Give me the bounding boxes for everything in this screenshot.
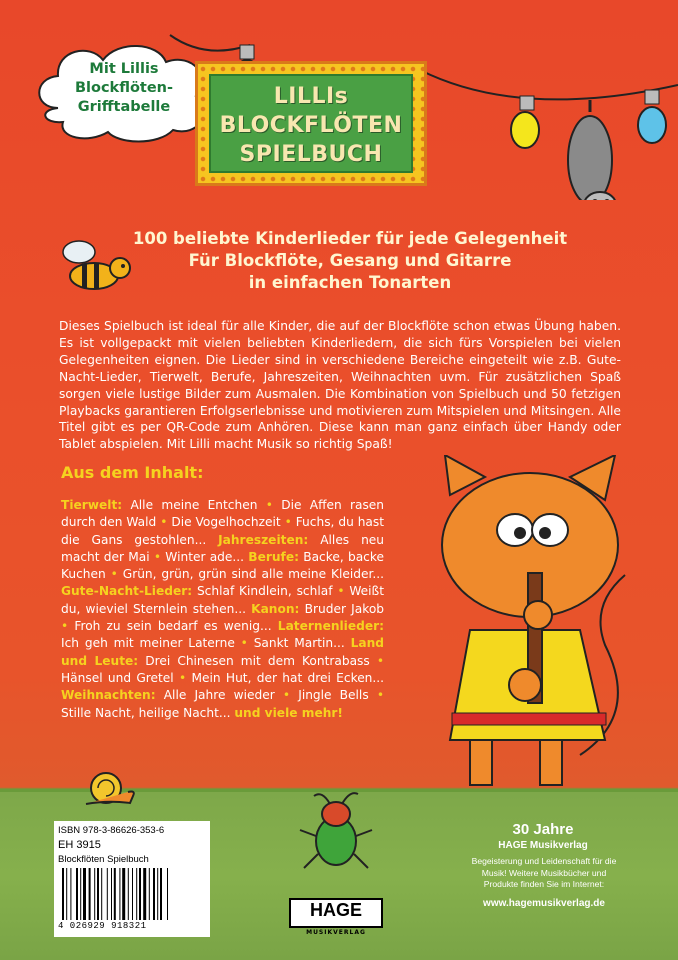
barcode-bar (119, 868, 120, 920)
yellow-bulb-icon (511, 96, 539, 148)
category-label: Weihnachten: (61, 688, 156, 703)
cloud-text (58, 60, 190, 117)
category-label: Kanon: (251, 601, 300, 616)
song-title: Mein Hut, der hat drei Ecken... (191, 670, 385, 685)
publisher-description: Begeisterung und Leidenschaft für die Musik! Weitere Musikbücher und Produkte finden Sie im Internet: (471, 856, 617, 889)
song-title: Alles neu macht der Mai (61, 532, 385, 564)
song-title: Drei Chinesen mit dem Kontrabass (145, 653, 370, 668)
song-title: Jingle Bells (298, 688, 369, 703)
publisher-url[interactable]: www.hagemusikverlag.de (483, 898, 605, 909)
snail-icon (78, 768, 138, 810)
barcode-bar (143, 868, 146, 920)
song-title: Alle meine Entchen (130, 498, 258, 512)
barcode-bar (89, 868, 91, 920)
barcode-bar (107, 868, 108, 920)
subtitle (60, 228, 640, 294)
title-line-2: BLOCKFLÖTEN (219, 113, 403, 138)
cloud-line: Blockflöten- (74, 80, 174, 96)
barcode-bar (62, 868, 64, 920)
jubilee-heading: 30 Jahre (512, 821, 574, 838)
song-title: Sankt Martin... (253, 636, 345, 651)
barcode-bar (132, 868, 133, 920)
song-title: Grün, grün, grün sind alle meine Kleider... (122, 567, 385, 582)
contents-heading: Aus dem Inhalt: (61, 463, 204, 482)
publisher-name: HAGE Musikverlag (498, 840, 588, 851)
blue-bulb-icon (638, 90, 666, 143)
publisher-logo (289, 898, 383, 928)
subtitle-line: in einfachen Tonarten (248, 273, 452, 292)
category-label: Jahreszeiten: (218, 532, 309, 547)
barcode-bar (122, 868, 125, 920)
song-title: Bruder Jakob (304, 601, 385, 616)
barcode-bar (111, 868, 112, 920)
description-text: Dieses Spielbuch ist ideal für alle Kinder, die auf der Blockflöte schon etwas Übung haben. Es ist vollgepackt mit vielen beliebten Kinderliedern, die sich fürs Vorspielen bei vielen Gelegenheiten eignen. Die Lieder sind in verschiedene Bereiche eingeteilt wie z.B. Gute-Nacht-Lieder, Tierwelt, Berufe, Jahreszeiten, Weihnachten uvm. Für zusätzlichen Spaß sorgen viele lustige Bilder zum Ausmalen. Die Kombination von Spielbuch und 50 fetzigen Playbacks garantieren Erfolgserlebnisse und motivieren zum Mitspielen und Mitsingen. Alle Titel gibt es per QR-Code zum Anhören. Diese kann man ganz einfach über Handy oder Tablet abspielen. Mit Lilli macht Musik so richtig Spaß! (59, 319, 621, 452)
logo-subtitle: MUSIKVERLAG (306, 929, 366, 936)
barcode-bar (101, 868, 102, 920)
barcode-bar (70, 868, 71, 920)
song-title: Hänsel und Gretel (61, 670, 174, 685)
song-title: Weißt du, wieviel Sternlein stehen... (61, 584, 385, 616)
barcode-bar (139, 868, 141, 920)
song-title: Ich geh mit meiner Laterne (61, 636, 235, 651)
title-line-3: SPIELBUCH (239, 142, 383, 167)
subtitle-line: 100 beliebte Kinderlieder für jede Gelegenheit (132, 229, 568, 248)
category-label: Land und Leute: (61, 636, 385, 668)
logo-word: HAGE (309, 900, 362, 920)
order-number: EH 3915 (58, 839, 101, 851)
cloud-line: Grifftabelle (77, 99, 171, 115)
song-title: Winter ade... (165, 549, 245, 564)
song-title: Fuchs, du hast die Gans gestohlen... (61, 515, 385, 547)
song-title: Backe, backe Kuchen (61, 549, 384, 582)
more-label: und viele mehr! (234, 705, 343, 720)
category-label: Berufe: (248, 549, 299, 564)
product-name: Blockflöten Spielbuch (58, 854, 149, 865)
barcode-bar (167, 868, 168, 920)
cat-illustration (430, 455, 640, 795)
beetle-icon (294, 786, 378, 886)
song-title: Schlaf Kindlein, schlaf (196, 584, 333, 599)
contents-list: Tierwelt: Alle meine Entchen • Die Affen rasen durch den Wald • Die Vogelhochzeit • Fuchs, du hast die Gans gestohlen... Jahreszeiten: Alles neu macht der Mai • Winter ade... Berufe: Backe, backe Kuchen • Grün, grün, grün sind alle meine Kleider... Gute-Nacht-Lieder: Schlaf Kindlein, schlaf • Weißt du, wieviel Sternlein stehen... Kanon: Bruder Jakob • Froh zu sein bedarf es wenig... Laternenlieder: Ich geh mit meiner Laterne • Sankt Martin... Land und Leute: Drei Chinesen mit dem Kontrabass • Hänsel und Gretel • Mein Hut, der hat drei Ecken... Weihnachten: Alle Jahre wieder • Jingle Bells • Stille Nacht, heilige Nacht... und viele mehr! (61, 498, 385, 720)
barcode-bar (76, 868, 78, 920)
subtitle-line: Für Blockflöte, Gesang und Gitarre (188, 251, 512, 270)
song-title: Froh zu sein bedarf es wenig... (74, 619, 272, 634)
bat-icon (568, 100, 616, 200)
barcode-bar (94, 868, 95, 920)
song-title: Die Vogelhochzeit (171, 515, 281, 530)
category-label: Laternenlieder: (277, 619, 385, 634)
title-line-1: LILLIs (273, 84, 349, 109)
barcode-digits: 4 026929 918321 (58, 921, 147, 931)
cloud-line: Mit Lillis (89, 61, 159, 77)
barcode-bar (128, 868, 129, 920)
barcode-bar (80, 868, 81, 920)
barcode-bar (136, 868, 137, 920)
song-title: Stille Nacht, heilige Nacht... (61, 705, 231, 720)
song-title: Die Affen rasen durch den Wald (61, 498, 385, 530)
barcode-bar (66, 868, 67, 920)
category-label: Tierwelt: (61, 498, 123, 512)
song-title: Alle Jahre wieder (163, 688, 275, 703)
barcode-bar (83, 868, 86, 920)
barcode-bar (97, 868, 99, 920)
isbn-text: ISBN 978-3-86626-353-6 (58, 825, 165, 836)
barcode-bar (157, 868, 158, 920)
barcode-bar (114, 868, 116, 920)
barcode-bar (160, 868, 162, 920)
barcode-bar (149, 868, 150, 920)
category-label: Gute-Nacht-Lieder: (61, 584, 193, 599)
barcode-bar (153, 868, 155, 920)
barcode-icon (62, 868, 204, 920)
